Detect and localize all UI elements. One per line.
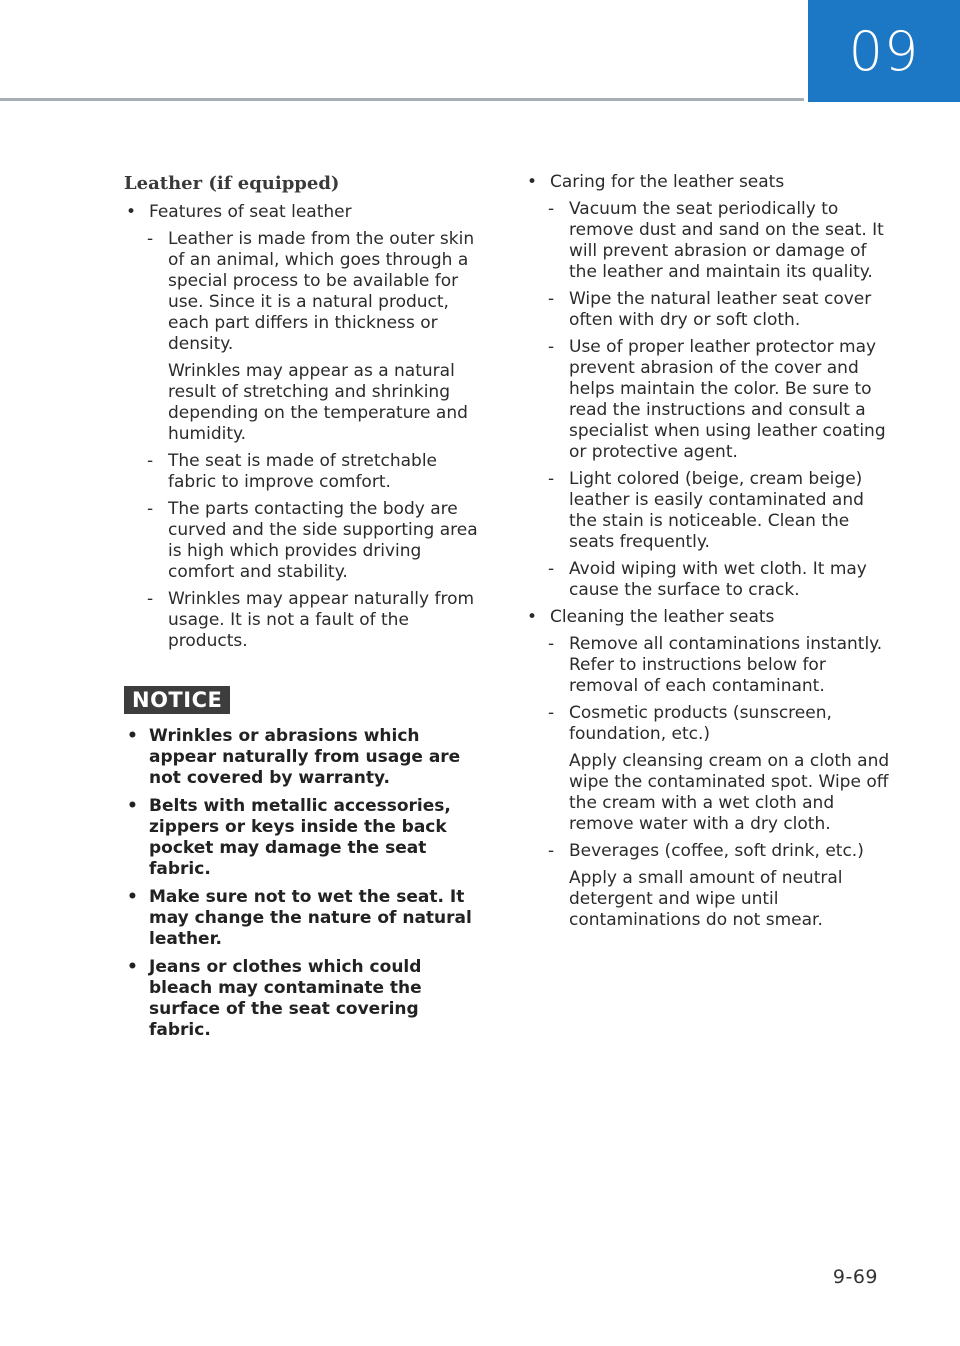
bullet-icon: • xyxy=(127,796,138,816)
list-item: - Vacuum the seat periodically to remove dust and sand on the seat. It will prevent abrasion or damage of the leather and maintain its quality. xyxy=(548,199,884,282)
bullet-icon: • xyxy=(126,202,137,222)
notice-item: • Make sure not to wet the seat. It may change the nature of natural leather. xyxy=(127,887,472,949)
dash-icon: - xyxy=(147,229,154,249)
list-item: - The parts contacting the body are curved and the side supporting area is high which provides driving comfort and stability. xyxy=(147,499,478,582)
bullet-icon: • xyxy=(527,607,538,627)
bullet-features xyxy=(124,202,486,223)
list-item-note: Wrinkles may appear as a natural result of stretching and shrinking depending on the temperature and humidity. xyxy=(168,361,468,444)
dash-icon: - xyxy=(548,469,555,489)
dash-icon: - xyxy=(548,559,555,579)
list-item: - Beverages (coffee, soft drink, etc.) xyxy=(548,841,864,861)
dash-icon: - xyxy=(147,589,154,609)
bullet-label: Caring for the leather seats xyxy=(550,172,785,192)
dash-icon: - xyxy=(548,841,555,861)
notice-item: • Belts with metallic accessories, zippers or keys inside the back pocket may damage the seat fabric. xyxy=(127,796,451,879)
list-item: - Wrinkles may appear naturally from usage. It is not a fault of the products. xyxy=(147,589,475,651)
list-item: - The seat is made of stretchable fabric to improve comfort. xyxy=(147,451,438,492)
notice-item: • Wrinkles or abrasions which appear naturally from usage are not covered by warranty. xyxy=(127,726,461,788)
dash-icon: - xyxy=(548,634,555,654)
bullet-label: Cleaning the leather seats xyxy=(550,607,775,627)
dash-icon: - xyxy=(147,451,154,471)
list-item-note: Apply a small amount of neutral detergent and wipe until contaminations do not smear. xyxy=(569,868,843,930)
page-number: 9-69 xyxy=(832,1266,878,1288)
dash-icon: - xyxy=(548,703,555,723)
list-item: - Wipe the natural leather seat cover often with dry or soft cloth. xyxy=(548,289,872,330)
dash-icon: - xyxy=(548,289,555,309)
notice-item: • Jeans or clothes which could bleach may contaminate the surface of the seat covering fabric. xyxy=(127,957,422,1040)
dash-icon: - xyxy=(548,199,555,219)
header-rule xyxy=(0,98,804,101)
notice-badge: NOTICE xyxy=(124,686,230,714)
list-item: - Light colored (beige, cream beige) leather is easily contaminated and the stain is noticeable. Clean the seats frequently. xyxy=(548,469,864,552)
dash-icon: - xyxy=(548,337,555,357)
list-item: - Cosmetic products (sunscreen, foundation, etc.) xyxy=(548,703,832,744)
bullet-icon: • xyxy=(127,887,138,907)
bullet-label: Features of seat leather xyxy=(149,202,352,222)
left-column xyxy=(124,172,486,1048)
list-item: - Use of proper leather protector may prevent abrasion of the cover and helps maintain the color. Be sure to read the instructions and consult a specialist when using leather coating or protective agent. xyxy=(548,337,886,462)
bullet-icon: • xyxy=(127,957,138,977)
chapter-tab xyxy=(808,0,960,102)
section-heading: Leather (if equipped) xyxy=(124,173,340,194)
list-item: - Leather is made from the outer skin of an animal, which goes through a special process to be available for use. Since it is a natural product, each part differs in thickness or density. xyxy=(147,229,475,354)
bullet-cleaning xyxy=(525,607,895,628)
bullet-icon: • xyxy=(527,172,538,192)
list-item-note: Apply cleansing cream on a cloth and wipe the contaminated spot. Wipe off the cream with a wet cloth and remove water with a dry cloth. xyxy=(569,751,890,834)
chapter-number: 09 xyxy=(848,19,920,83)
dash-icon: - xyxy=(147,499,154,519)
list-item: - Remove all contaminations instantly. Refer to instructions below for removal of each contaminant. xyxy=(548,634,883,696)
right-column xyxy=(525,172,895,937)
bullet-icon: • xyxy=(127,726,138,746)
bullet-caring xyxy=(525,172,895,193)
list-item: - Avoid wiping with wet cloth. It may cause the surface to crack. xyxy=(548,559,867,600)
